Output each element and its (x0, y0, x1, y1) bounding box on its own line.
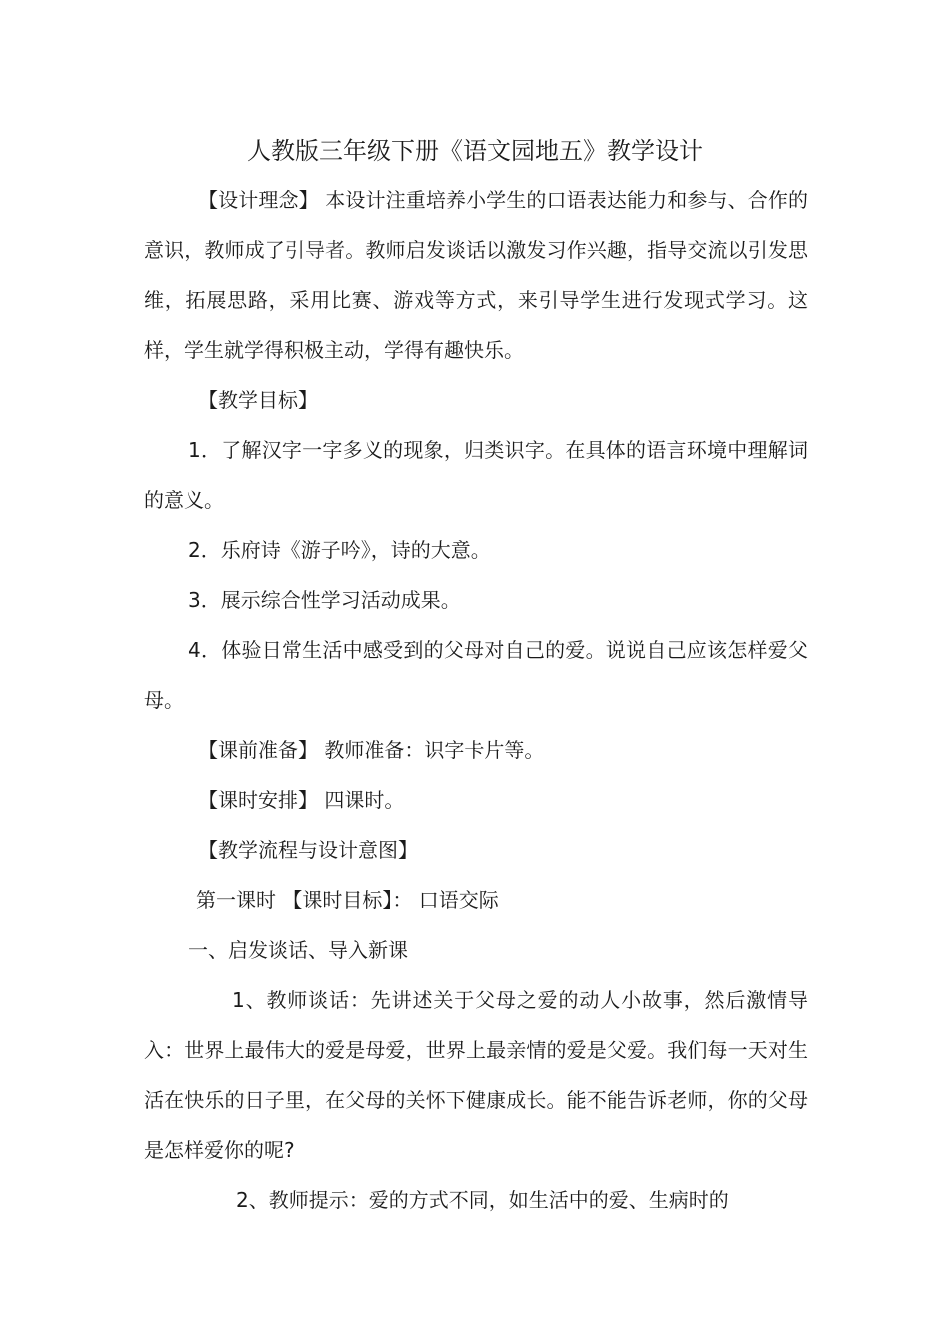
document-title: 人教版三年级下册《语文园地五》教学设计 (247, 137, 703, 165)
step-one-paragraph: 1、教师谈话：先讲述关于父母之爱的动人小故事，然后激情导入：世界上最伟大的爱是母爱，世界上最亲情的爱是父爱。我们每一天对生活在快乐的日子里，在父母的关怀下健康成长。能不能告诉老师，你的父母是怎样爱你的呢? (144, 988, 808, 1162)
section-one-heading: 一、启发谈话、导入新课 (188, 938, 408, 962)
goal-item-2: 2．乐府诗《游子吟》，诗的大意。 (188, 538, 491, 562)
flow-heading: 【教学流程与设计意图】 (198, 838, 418, 862)
step-two-paragraph: 2、教师提示：爱的方式不同，如生活中的爱、生病时的 (236, 1188, 729, 1212)
preparation-line: 【课前准备】 教师准备：识字卡片等。 (198, 738, 545, 762)
goals-heading: 【教学目标】 (198, 388, 318, 412)
lesson-one-heading: 第一课时 【课时目标】： 口语交际 (196, 888, 499, 912)
design-concept-text-continued: 。教师启发谈话以激发习作兴趣，指导交流以引发思维，拓展思路，采用比赛、游戏等方式，来引导学生进行发现式学习。这样，学生就学得积极主动，学得有趣快乐。 (144, 238, 808, 362)
design-concept-heading: 【设计理念】 (198, 188, 319, 212)
goal-item-3: 3．展示综合性学习活动成果。 (188, 588, 461, 612)
goal-item-4: 4．体验日常生活中感受到的父母对自己的爱。说说自己应该怎样爱父母。 (144, 638, 808, 712)
guide-word: 引导者 (284, 238, 346, 262)
schedule-line: 【课时安排】 四课时。 (198, 788, 405, 812)
design-concept-text: 本设计注重培养小学生的口语表达能力和参与、合作的意识，教师成了 (144, 188, 809, 262)
design-concept-paragraph (144, 175, 808, 375)
goal-item-1: 1．了解汉字一字多义的现象，归类识字。在具体的语言环境中理解词的意义。 (144, 438, 808, 512)
